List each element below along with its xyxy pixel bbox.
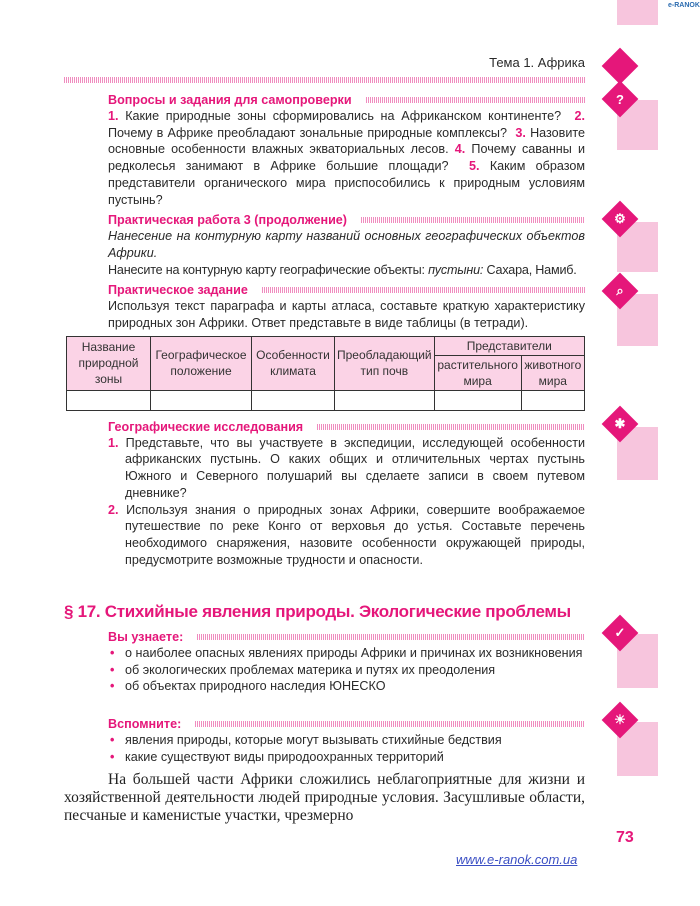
table-row — [67, 390, 585, 410]
exercises-column — [78, 88, 586, 568]
search-icon: ⌕ — [602, 273, 639, 310]
self-check-heading: Вопросы и задания для самопроверки — [108, 92, 585, 108]
learn-item: • об экологических проблемах материка и путях их преодоления — [108, 662, 585, 679]
page-number: 73 — [616, 829, 634, 846]
margin-tab — [617, 0, 658, 25]
section-title: § 17. Стихийные явления природы. Экологические проблемы — [64, 602, 571, 621]
practical-task-section — [108, 282, 585, 331]
practical-work-task: Нанесите на контурную карту географические объекты: пустыни: Сахара, Намиб. — [108, 262, 577, 277]
practical-work-section — [108, 212, 585, 278]
self-check-questions: 1. Какие природные зоны сформировались на Африканском континенте? 2. Почему в Африке преобладают зональные природные комплексы? 3. Назовите основные особенности влажных экваториальных лесов. 4. Почему саванны и редколесья занимают в Африке большие площади? 5. Каким образом представители органического мира приспособились к природным условиям пустынь? — [108, 109, 586, 207]
natural-zones-table — [66, 336, 585, 411]
research-item: 1. Представьте, что вы участвуете в экспедиции, исследующей особенности африканских пустынь. О каких общих и отличительных чертах пустынь Южного и Северного полушарий вы сделаете записи в своем путевом дневнике? — [108, 435, 586, 500]
practical-task-heading: Практическое задание — [108, 282, 585, 298]
question-icon: ? — [602, 81, 639, 118]
header-rule — [64, 77, 585, 83]
research-section — [108, 419, 585, 569]
column-header: Особенности климата — [252, 336, 335, 390]
recall-item: • явления природы, которые могут вызывать стихийные бедствия — [108, 732, 585, 749]
research-heading: Географические исследования — [108, 419, 585, 435]
learn-section — [108, 625, 585, 695]
recall-heading: Вспомните: — [108, 716, 585, 732]
publisher-logo: e-RANOK — [668, 2, 700, 9]
column-header: животного мира — [521, 355, 584, 390]
column-header: Название природной зоны — [67, 336, 151, 390]
publisher-link[interactable]: www.e-ranok.com.ua — [456, 852, 578, 867]
compass-icon: ⚙ — [602, 201, 639, 238]
column-header: растительного мира — [434, 355, 521, 390]
self-check-section — [108, 92, 585, 208]
lightbulb-icon: ☀ — [602, 702, 639, 739]
star-icon: ✱ — [602, 406, 639, 443]
practical-task-text: Используя текст параграфа и карты атласа, составьте краткую характеристику природных зон Африки. Ответ представьте в виде таблицы (в тетради). — [108, 299, 585, 331]
learn-item: • об объектах природного наследия ЮНЕСКО — [108, 678, 585, 695]
recall-section — [108, 712, 585, 765]
topic-title: Тема 1. Африка — [489, 55, 585, 70]
research-item: 2. Используя знания о природных зонах Африки, совершите воображаемое путешествие по реке Конго от верховья до устья. Составьте перечень необходимого снаряжения, назовите особенности окружающей природы, предусмотрите возможные трудности и опасности. — [108, 502, 586, 567]
recall-item: • какие существуют виды природоохранных территорий — [108, 749, 585, 766]
check-icon: ✓ — [602, 615, 639, 652]
column-group-header: Представители — [434, 336, 584, 355]
body-paragraph: На большей части Африки сложились неблагоприятные для жизни и хозяйственной деятельности людей природные условия. Засушливые области, песчаные и каменистые участки, чрезмерно — [64, 771, 585, 824]
practical-work-subtitle: Нанесение на контурную карту названий основных географических объектов Африки. — [108, 229, 585, 260]
column-header: Преобладающий тип почв — [335, 336, 435, 390]
column-header: Географическое положение — [151, 336, 252, 390]
learn-heading: Вы узнаете: — [108, 629, 585, 645]
topic-diamond-icon — [602, 48, 639, 85]
learn-item: • о наиболее опасных явлениях природы Африки и причинах их возникновения — [108, 645, 585, 662]
practical-work-heading: Практическая работа 3 (продолжение) — [108, 212, 585, 228]
